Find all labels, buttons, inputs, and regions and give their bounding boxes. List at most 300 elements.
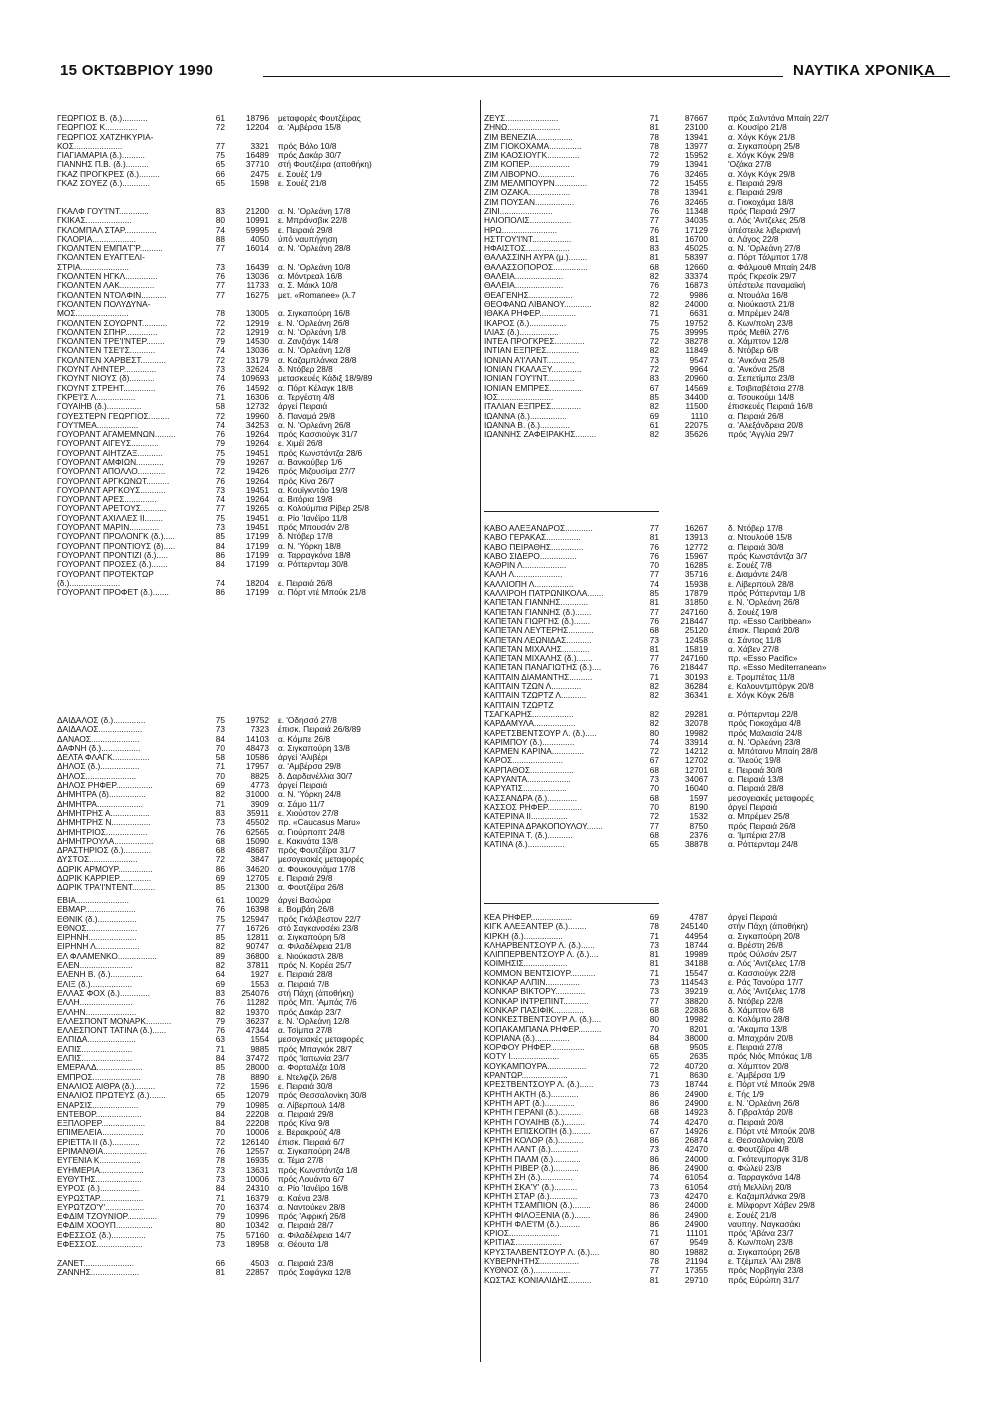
ship-name: ΓΚΟΛΝΤΕΝ ΕΥΑΓΓΕΛΙ-: [57, 253, 145, 263]
build-year: 74: [649, 578, 659, 589]
position-status: πρός Σαλντάνα Μπαίη 22/7: [728, 113, 830, 123]
tonnage: 13913: [684, 532, 708, 543]
position-status: πρός Θεσσαλονίκη 30/8: [278, 1090, 367, 1101]
ship-name: ΕΥΡΟΣ (δ.).................: [57, 1184, 140, 1194]
ship-row: [484, 337, 954, 346]
position-status: πρός Μαλαισία 24/8: [728, 727, 802, 738]
ship-name: ΓΟΥ'Ι'ΜΕΑ..................: [57, 420, 139, 430]
position-status: α. Φώλεϋ 23/8: [728, 1163, 782, 1174]
tonnage: 14569: [684, 382, 708, 393]
tonnage: 24900: [684, 1088, 708, 1099]
build-year: 77: [215, 280, 225, 291]
ship-row: [484, 114, 954, 123]
tonnage: 17199: [245, 587, 269, 598]
build-year: 68: [649, 625, 659, 636]
position-status: α. Ρόττερνταμ 24/8: [728, 839, 798, 850]
position-status: α. Λός 'Αντζελες 17/8: [728, 958, 806, 969]
ship-name: ΚΙΓΚ ΑΛΕΞΑΝΤΕΡ (δ.)........: [484, 922, 587, 932]
build-year: 77: [215, 243, 225, 254]
build-year: 74: [215, 224, 225, 235]
build-year: 77: [649, 606, 659, 617]
ship-row: [484, 1276, 954, 1285]
position-status: α. Βρέστη 26/8: [728, 939, 783, 950]
build-year: 84: [215, 1108, 225, 1119]
tonnage: 22075: [684, 419, 708, 430]
tonnage: 19426: [245, 466, 269, 477]
position-status: δ. Ντόβερ 22/8: [728, 995, 783, 1006]
ship-name: ΓΙΑΝΝΗΣ Π.Β. (δ.)..........: [57, 160, 149, 170]
build-year: 82: [649, 718, 659, 729]
position-status: δ. Γιβραλτάρ 20/8: [728, 1107, 793, 1118]
position-status: ε. Χιμέϊ 26/8: [278, 438, 323, 449]
build-year: 72: [649, 150, 659, 161]
tonnage: 19264: [245, 429, 269, 440]
build-year: 81: [215, 1266, 225, 1277]
ship-row: [484, 729, 954, 738]
ship-name: ΕΛΕΝ.......................: [57, 961, 133, 971]
tonnage: 1597: [689, 792, 708, 803]
build-year: 74: [215, 419, 225, 430]
ship-name: ΚΟΙΜΗΣΙΣ...................: [484, 959, 568, 969]
tonnage: 17199: [245, 549, 269, 560]
tonnage: 18744: [684, 1079, 708, 1090]
ship-name: ΙΟΝΙΑΝ ΓΚΑΛΑΞΥ.............: [484, 365, 582, 375]
position-status: α. Μπρέμεν 24/8: [728, 308, 790, 319]
ship-row: [57, 244, 477, 253]
tonnage: 8825: [250, 770, 269, 781]
position-status: ε. Καλουντμπόργκ 20/8: [728, 681, 814, 692]
position-status: α. Ταρραγκόνα 14/8: [728, 1172, 801, 1183]
ship-name: ΕΦΔΙΜ ΧΟΟΥΠ................: [57, 1221, 153, 1231]
ship-row: [484, 719, 954, 728]
ship-name: ΓΚΟΥΝΤ ΛΗΝΤΕΡ..............: [57, 365, 157, 375]
tonnage: 42470: [684, 1116, 708, 1127]
position-status: ε. Ντελφζίλ 26/8: [278, 1071, 337, 1082]
position-status: α. Σεπετίμπα 23/8: [728, 373, 795, 384]
tonnage: 13005: [245, 308, 269, 319]
tonnage: 9885: [250, 1043, 269, 1054]
ship-row: [484, 216, 954, 225]
position-status: πρός Κωνστάντζα 28/6: [278, 447, 363, 458]
ship-name: ΚΑΛΗ Λ.....................: [484, 570, 563, 580]
tonnage: 3321: [250, 140, 269, 151]
build-year: 71: [649, 930, 659, 941]
position-status: πρός Νιός Μπόκας 1/8: [728, 1051, 813, 1062]
ship-row: [484, 1071, 954, 1080]
build-year: 73: [649, 1144, 659, 1155]
build-year: 76: [649, 224, 659, 235]
build-year: 86: [649, 1135, 659, 1146]
position-status: α. Μπόταινυ Μπαίη 28/8: [728, 746, 818, 757]
tonnage: 19451: [245, 447, 269, 458]
position-status: δ. Σουέζ 19/8: [728, 606, 778, 617]
ship-name: ΚΥΘΝΟΣ (δ.)................: [484, 1266, 571, 1276]
build-year: 82: [649, 401, 659, 412]
tonnage: 24900: [684, 1218, 708, 1229]
ship-name: ΘΑΛΕΙΑ.....................: [484, 281, 564, 291]
ship-row: [484, 645, 954, 654]
ship-name: ΓΟΥΟΡΛΝΤ ΠΡΟΝΤΙΖΙ (δ.).....: [57, 550, 168, 560]
ship-name: (δ.)......................: [57, 578, 121, 588]
position-status: έπισκ. Πειραιά 20/8: [728, 625, 800, 636]
ship-name: ΔΗΜΗΤΡΙΟΣ..................: [57, 827, 148, 837]
position-status: α. Νιούκαστλ 21/8: [728, 298, 795, 309]
position-status: α. Χόγκ Κόγκ 29/8: [728, 168, 795, 179]
ship-row: [484, 831, 954, 840]
build-year: 82: [649, 681, 659, 692]
tonnage: 17129: [684, 224, 708, 235]
ship-row: [484, 589, 954, 598]
tonnage: 19370: [245, 1006, 269, 1017]
ship-name: ΔΗΜΗΤΡΟΥΛΑ.................: [57, 836, 154, 846]
ship-row: [484, 663, 954, 672]
position-status: α. Κολούμπια Ρίβερ 25/8: [278, 503, 369, 514]
tonnage: 45025: [684, 243, 708, 254]
build-year: 72: [215, 317, 225, 328]
build-year: 74: [215, 373, 225, 384]
ship-name: ΗΛΙΟΠΟΛΙΣ..................: [484, 216, 572, 226]
build-year: 71: [215, 391, 225, 402]
tonnage: 15967: [684, 550, 708, 561]
ship-name: ΚΙΡΚΗ (δ.).................: [484, 931, 563, 941]
tonnage: 109693: [241, 373, 269, 384]
build-year: 70: [215, 742, 225, 753]
ship-row: [57, 188, 477, 197]
position-status: πρός Πειραιά 26/8: [728, 820, 796, 831]
tonnage: 9547: [689, 354, 708, 365]
ship-name: ΔΗΛΟΣ (δ.).................: [57, 762, 140, 772]
tonnage: 29281: [684, 708, 708, 719]
build-year: 68: [215, 845, 225, 856]
build-year: 83: [215, 987, 225, 998]
ship-list-zeta-iota: [484, 114, 954, 439]
ship-name: ΙΝΤΕΑ ΠΡΟΓΚΡΕΣ.............: [484, 337, 585, 347]
ship-name: ΕΝΑΡΣΙΣ....................: [57, 1100, 139, 1110]
position-status: α. Λός 'Αντζελες 17/8: [728, 986, 806, 997]
ship-name: ΚΑΡΟΣ......................: [484, 756, 563, 766]
tonnage: 4050: [250, 233, 269, 244]
tonnage: 245140: [680, 921, 708, 932]
tonnage: 22208: [245, 1118, 269, 1129]
build-year: 74: [649, 1172, 659, 1183]
position-status: α. Ν. 'Ορλεάνη 28/8: [278, 243, 351, 254]
build-year: 68: [649, 1004, 659, 1015]
ship-name: ΔΑΙΔΑΛΟΣ (δ.)..............: [57, 716, 146, 725]
tonnage: 18204: [245, 577, 269, 588]
build-year: 65: [215, 178, 225, 189]
tonnage: 22836: [684, 1004, 708, 1015]
build-year: 81: [649, 233, 659, 244]
position-status: α. Χάμπτον 20/8: [728, 1060, 789, 1071]
tonnage: 21300: [245, 882, 269, 893]
build-year: 58: [215, 401, 225, 412]
ship-name: ΘΑΛΑΣΣΙΝΗ ΑΥΡΑ (μ.)........: [484, 253, 588, 263]
ship-name: ΕΦΕΣΣΟΣ (δ.)...............: [57, 1230, 146, 1240]
position-status: α. Ν. 'Υόρκη 24/8: [278, 789, 341, 800]
build-year: 76: [215, 382, 225, 393]
position-status: α. Μπρέμεν 25/8: [728, 811, 790, 822]
tonnage: 9986: [689, 289, 708, 300]
tonnage: 16014: [245, 243, 269, 254]
ship-row: [484, 393, 954, 402]
position-status: α. Ρίο 'Ιανέϊρο 16/8: [278, 1183, 348, 1194]
ship-name: ΚΑΠΕΤΑΝ ΛΕΩΝΙΔΑΣ...........: [484, 635, 592, 645]
ship-name: ΕΛΙΞ (δ.)..................: [57, 979, 133, 989]
build-year: 77: [649, 523, 659, 533]
build-year: 75: [215, 512, 225, 523]
position-status: μεσογειακές μεταφορές: [278, 854, 364, 865]
ship-name: ΕΥΘΥΤΗΣ....................: [57, 1174, 142, 1184]
position-status: ε. Τρομπέτας 11/8: [728, 671, 795, 682]
position-status: α. Γιοκοχάμα 18/8: [728, 196, 794, 207]
ship-name: ΙΩΑΝΝΗΣ ΖΑΦΕΙΡΑΚΗΣ.........: [484, 430, 597, 440]
build-year: 69: [215, 873, 225, 884]
position-status: ε. Μπράνσβικ 22/8: [278, 215, 347, 226]
build-year: 81: [649, 958, 659, 969]
position-status: μετ. «Romanee» (λ.7: [278, 289, 356, 300]
position-status: ε. Βερακρούζ 4/8: [278, 1127, 341, 1138]
tonnage: 33374: [684, 271, 708, 282]
tonnage: 19267: [245, 456, 269, 467]
build-year: 68: [649, 792, 659, 803]
tonnage: 19752: [245, 715, 269, 725]
build-year: 76: [649, 280, 659, 291]
tonnage: 36800: [245, 950, 269, 961]
ship-name: ΚΑΠΤΑΙΝ ΤΖΩΡΤΖ Λ...........: [484, 691, 587, 701]
build-year: 85: [649, 391, 659, 402]
position-status: α. Βιτόρια 19/8: [278, 494, 333, 505]
ship-row: [484, 346, 954, 355]
ship-name: ΚΑΠΕΤΑΝ ΓΙΑΝΝΗΣ (δ.).......: [484, 607, 592, 617]
position-status: πρός Εύρώπη 31/7: [728, 1274, 800, 1285]
build-year: 71: [215, 1043, 225, 1054]
position-status: στήν Πάχη (άποθήκη): [728, 921, 809, 932]
ship-row: [484, 747, 954, 756]
build-year: 82: [649, 298, 659, 309]
tonnage: 12702: [684, 755, 708, 766]
tonnage: 12811: [246, 932, 269, 943]
position-status: α. Σιγκαπούρη 13/8: [278, 742, 350, 753]
ship-name: ΚΑΛΛΙΟΠΗ Λ.................: [484, 579, 574, 589]
position-status: α. 'Αμβέρσα 29/8: [278, 761, 341, 772]
ship-name: ΘΑΛΕΙΑ.....................: [484, 272, 564, 282]
build-year: 70: [649, 560, 659, 571]
position-status: α. 'Ανκόνα 25/8: [728, 364, 785, 375]
ship-name: ΙΛΙΑΣ (δ.).................: [484, 327, 559, 337]
ship-name: ΖΑΝΝΗΣ.....................: [57, 1267, 140, 1277]
position-status: ε. Πειραιά 29/8: [278, 873, 333, 884]
tonnage: 34253: [245, 419, 269, 430]
position-status: πρός Ρόττερνταμ 1/8: [728, 588, 806, 599]
ship-name: ΓΚΟΛΝΤΕΝ ΛΑΚ...............: [57, 281, 155, 291]
position-status: ε. Σουέζ 1/9: [278, 168, 322, 179]
ship-row: [484, 636, 954, 645]
build-year: 76: [649, 550, 659, 561]
position-status: ε. Πειραιά 28/8: [278, 969, 333, 980]
ship-row: [484, 561, 954, 570]
ship-row: [484, 524, 954, 533]
ship-row: [484, 997, 954, 1006]
ship-name: ΕΘΝΙΚ (δ.).................: [57, 914, 137, 924]
position-status: ε. Πειραιά 29/8: [728, 187, 783, 198]
build-year: 66: [215, 1257, 225, 1268]
ship-name: ΕΥΗΜΕΡΙΑ...................: [57, 1165, 144, 1175]
ship-name: ΚΡΗΤΗ ΣΗ (δ.)..............: [484, 1173, 573, 1183]
tonnage: 19982: [684, 1014, 708, 1025]
position-status: πρ. «Esso Caribbean»: [728, 615, 812, 626]
tonnage: 16040: [684, 783, 708, 794]
build-year: 77: [649, 215, 659, 226]
position-status: ε. Λίβερπουλ 28/8: [728, 578, 794, 589]
position-status: α. Φιλαδέλφεια 21/8: [278, 941, 352, 952]
build-year: 88: [215, 233, 225, 244]
tonnage: 19960: [245, 410, 269, 421]
position-status: άργεί Πειραιά: [278, 401, 328, 412]
position-status: ε. Ν. 'Ορλεάνη 26/8: [728, 1097, 800, 1108]
ship-name: ΖΙΜ ΚΑΟΣΙΟΥΓΚ..............: [484, 151, 580, 161]
build-year: 86: [215, 863, 225, 874]
position-status: α. Πειραιά 28/8: [728, 783, 784, 794]
position-status: πρός Φουτζέϊρα 31/7: [278, 845, 356, 856]
tonnage: 126140: [241, 1136, 269, 1147]
tonnage: 28000: [245, 1062, 269, 1073]
ship-name: ΚΛΙΠΠΕΡΒΕΝΤΣΟΥΡ Λ. (δ.)....: [484, 950, 599, 960]
position-status: άργεί Πειραιά: [728, 801, 778, 812]
position-status: α. Σ. Μάικλ 10/8: [278, 280, 338, 291]
build-year: 72: [215, 1136, 225, 1147]
ship-list-gamma: [57, 114, 477, 597]
ship-name: ΚΡΗΤΗ ΑΚΤΗ (δ.)............: [484, 1089, 579, 1099]
tonnage: 19264: [245, 475, 269, 486]
ship-row: [484, 840, 954, 849]
build-year: 68: [649, 1042, 659, 1053]
ship-name: ΗΡΩ........................: [484, 225, 558, 235]
position-status: ε. Χόγκ Κόγκ 26/8: [728, 690, 794, 701]
ship-name: ΔΕΛΤΑ ΦΛΑΓΚ................: [57, 753, 150, 763]
build-year: 69: [215, 780, 225, 791]
build-year: 66: [215, 168, 225, 179]
position-status: α. Χάβεν 27/8: [728, 643, 779, 654]
position-status: α. Ρόττερνταμ 30/8: [278, 559, 348, 570]
ship-name: ΓΚΟΛΝΤΕΝ ΕΜΠΑ'Γ'Ρ..........: [57, 244, 163, 254]
ship-name: ΖΙΜ ΒΕΝΕΖΙΑ................: [484, 132, 573, 142]
tonnage: 16700: [684, 233, 708, 244]
build-year: 72: [649, 746, 659, 757]
ship-row: [484, 598, 954, 607]
column-divider: [480, 100, 481, 1362]
position-status: μεταφορές Φουτζέιρας: [278, 113, 361, 123]
tonnage: 12701: [684, 764, 708, 775]
build-year: 85: [215, 531, 225, 542]
ship-row: [484, 253, 954, 262]
build-year: 80: [215, 1220, 225, 1231]
tonnage: 8190: [689, 801, 708, 812]
position-status: α. Ν. 'Υόρκη 18/8: [278, 540, 341, 551]
ship-name: ΚΑΠΕΤΑΝ ΓΙΑΝΝΗΣ............: [484, 598, 589, 608]
tonnage: 37710: [245, 159, 269, 170]
tonnage: 36237: [245, 1015, 269, 1026]
position-status: α. Φάλμουθ Μπαίη 24/8: [728, 261, 817, 272]
tonnage: 26874: [684, 1135, 708, 1146]
build-year: 86: [649, 1218, 659, 1229]
build-year: 74: [649, 736, 659, 747]
ship-name: ΖΑΝΕΤ......................: [57, 1258, 134, 1268]
ship-name: ΕΛΛΗ.......................: [57, 998, 133, 1008]
tonnage: 22208: [245, 1108, 269, 1119]
position-status: στό Σαγκανοσέκι 23/8: [278, 922, 359, 933]
ship-name: ΚΑΠΤΑΙΝ ΤΖΩΡΤΖ: [484, 700, 554, 710]
tonnage: 11500: [685, 401, 708, 412]
position-status: α. Ταρραγκόνα 18/8: [278, 549, 351, 560]
build-year: 86: [649, 1200, 659, 1211]
tonnage: 24000: [684, 298, 708, 309]
ship-row: [57, 291, 477, 300]
position-status: α. Πόρτ ντέ Μπούκ 21/8: [278, 587, 366, 598]
ship-name: ΕΛΠΙΣ......................: [57, 1054, 133, 1064]
ship-name: ΚΑΛΛΙΡΟΗ ΠΑΤΡΩΝΙΚΟΛΑ.......: [484, 589, 604, 599]
ship-name: ΓΕΩΡΓΙΟΣ Β. (δ.)...........: [57, 114, 148, 123]
position-status: α. Βανκούβερ 1/6: [278, 456, 343, 467]
ship-row: [484, 365, 954, 374]
ship-row: [484, 969, 954, 978]
ship-row: [484, 738, 954, 747]
build-year: 81: [649, 949, 659, 960]
build-year: 72: [215, 122, 225, 133]
ship-row: [484, 691, 954, 700]
tonnage: 16935: [245, 1155, 269, 1166]
tonnage: 24900: [684, 1097, 708, 1108]
ship-name: ΕΝΑΛΙΟΣ ΠΡΩΤΕΥΣ (δ.).......: [57, 1091, 166, 1101]
position-status: πρός Γκρεσίκ 29/7: [728, 271, 797, 282]
ship-name: ΚΩΣΤΑΣ ΚΟΝΙΑΛΙΔΗΣ..........: [484, 1275, 592, 1285]
tonnage: 16379: [245, 1192, 269, 1203]
tonnage: 17199: [245, 559, 269, 570]
ship-row: [484, 580, 954, 589]
position-status: ε. Πειραιά 30/8: [278, 1080, 333, 1091]
build-year: 85: [215, 932, 225, 943]
position-status: ύπέστειλε παναμαϊκή: [728, 280, 806, 291]
tonnage: 8630: [689, 1070, 708, 1081]
tonnage: 1532: [689, 811, 708, 822]
ship-name: ΚΑΠΕΤΑΝ ΜΙΧΑΛΗΣ (δ.).......: [484, 654, 593, 664]
build-year: 70: [649, 801, 659, 812]
build-year: 73: [215, 484, 225, 495]
build-year: 76: [649, 168, 659, 179]
tonnage: 10006: [245, 1173, 269, 1184]
tonnage: 14923: [684, 1107, 708, 1118]
build-year: 84: [215, 559, 225, 570]
ship-list-delta: [57, 716, 477, 893]
build-year: 76: [215, 429, 225, 440]
ship-name: ΚΟΥΚΑΜΠΟΥΡΑ.................: [484, 1061, 587, 1071]
position-status: ε. Σουέζ 21/8: [728, 1209, 777, 1220]
build-year: 75: [215, 1229, 225, 1240]
ship-name: ΚΑΤΕΡΙΝΑ ΙΙ................: [484, 812, 568, 822]
position-status: ύπέστειλε λιβεριανή: [728, 224, 801, 235]
ship-name: ΕΛ ΦΛΑΜΕΝΚΟ.................: [57, 951, 157, 961]
ship-name: ΚΡΙΤΙΑΣ....................: [484, 1238, 562, 1248]
ship-row: [484, 543, 954, 552]
build-year: 76: [215, 997, 225, 1008]
tonnage: 8201: [689, 1023, 708, 1034]
ship-name: ΚΑΤΙΝΑ (δ.)................: [484, 840, 565, 850]
ship-name: ΓΟΥΟΡΛΝΤ ΑΡΕΤΟΥΣ...........: [57, 504, 167, 514]
tonnage: 61054: [684, 1172, 708, 1183]
position-status: α. Πειραιά 23/8: [278, 1257, 334, 1268]
ship-name: ΚΟΝΚΑΡ ΑΛΠΙΝ...............: [484, 978, 580, 988]
ship-name: ΚΑΤΕΡΙΝΑ ΔΡΑΚΟΠΟΥΛΟΥ.......: [484, 821, 603, 831]
ship-name: ΙΟΝΙΑΝ ΓΟΥ'Ι'ΝΤ............: [484, 374, 575, 384]
